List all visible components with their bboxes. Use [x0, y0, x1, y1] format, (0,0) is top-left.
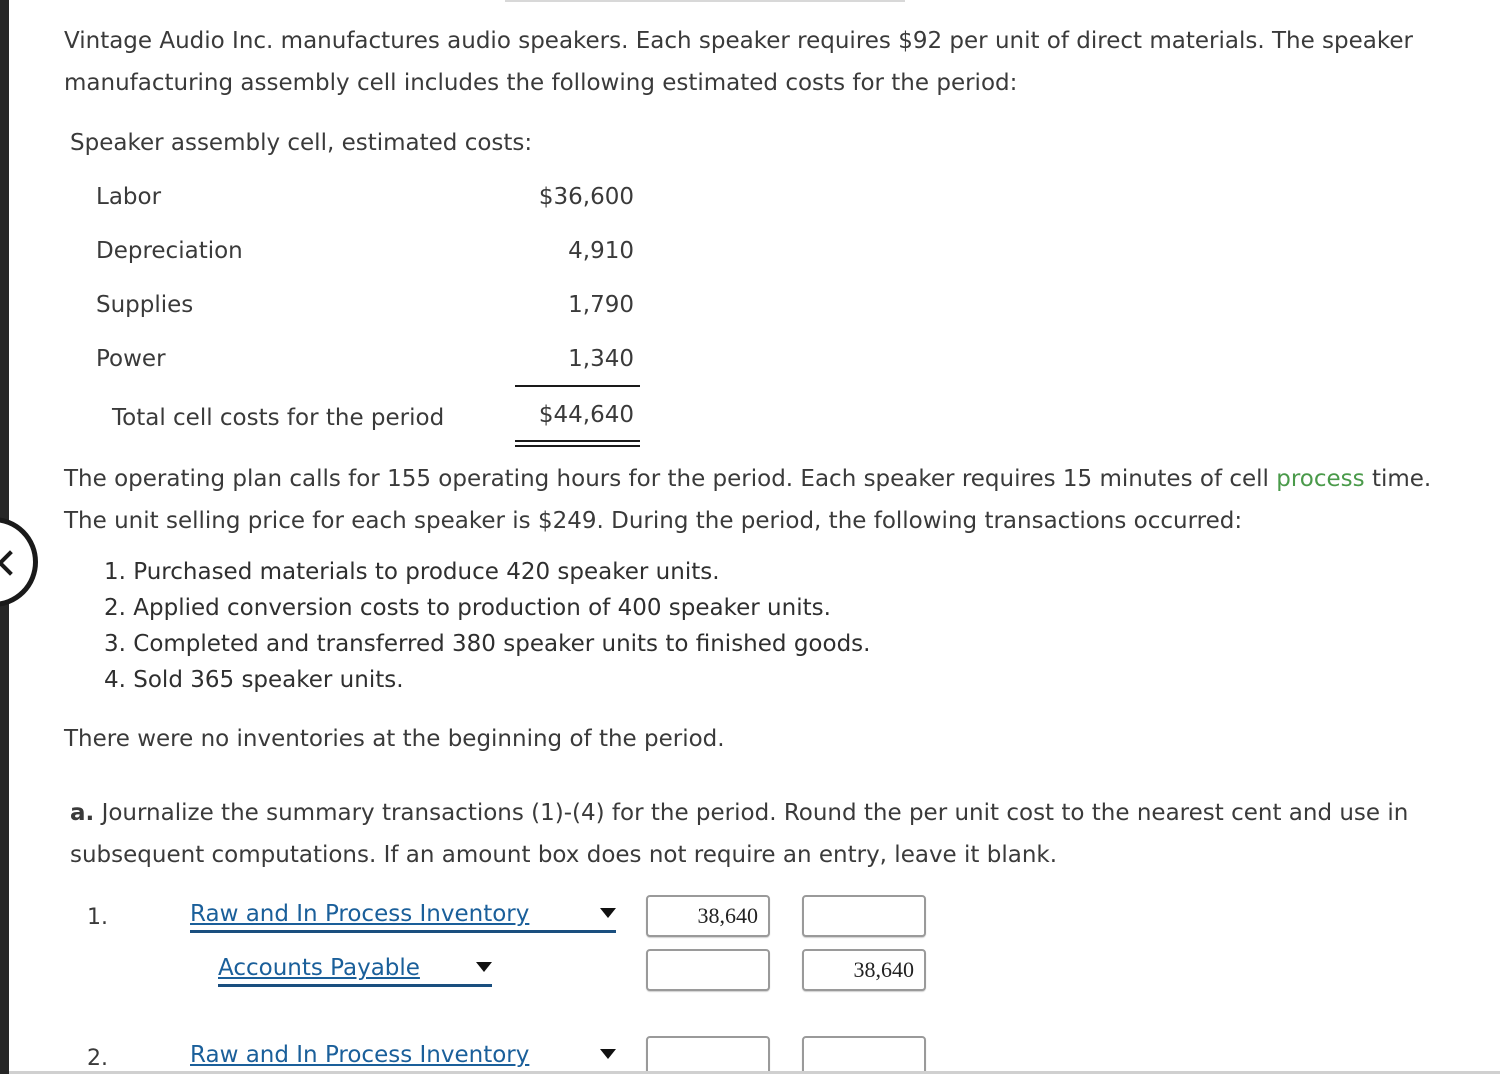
credit-amount-input[interactable]	[802, 1036, 926, 1074]
chevron-down-icon	[600, 1049, 616, 1059]
question-line-1	[70, 792, 1408, 834]
double-rule-bottom	[515, 445, 640, 447]
cost-label: Depreciation	[96, 238, 243, 264]
question-line-2: subsequent computations. If an amount box does not require an entry, leave it blank.	[70, 842, 1058, 868]
previous-button[interactable]	[0, 517, 38, 607]
chevron-down-icon	[476, 962, 492, 972]
cost-table-heading: Speaker assembly cell, estimated costs:	[70, 130, 533, 156]
cost-label: Power	[96, 346, 166, 372]
credit-account-select[interactable]	[218, 954, 492, 987]
transaction-item: 4. Sold 365 speaker units.	[104, 667, 404, 693]
cost-amount: 1,340	[568, 346, 634, 372]
cost-label: Supplies	[96, 292, 194, 318]
double-rule-top	[515, 440, 640, 442]
credit-account-label: Accounts Payable	[218, 955, 420, 981]
transaction-item: 1. Purchased materials to produce 420 speaker units.	[104, 559, 720, 585]
process-link[interactable]: process	[1276, 466, 1365, 492]
debit-amount-input[interactable]	[646, 949, 770, 991]
operating-text: The operating plan calls for 155 operating hours for the period. Each speaker requires 15 minutes of cell	[64, 466, 1277, 492]
chevron-down-icon	[600, 908, 616, 918]
entry-number: 2.	[87, 1046, 108, 1071]
debit-account-select[interactable]	[190, 900, 616, 933]
entry-number: 1.	[87, 905, 108, 930]
no-inventories-note: There were no inventories at the beginning of the period.	[64, 726, 725, 752]
debit-account-label: Raw and In Process Inventory	[190, 901, 530, 927]
subtotal-rule	[515, 385, 640, 387]
transaction-item: 3. Completed and transferred 380 speaker units to finished goods.	[104, 631, 871, 657]
intro-line-2: manufacturing assembly cell includes the following estimated costs for the period:	[64, 70, 1018, 96]
top-divider	[505, 0, 905, 2]
cost-amount: $36,600	[538, 184, 634, 210]
debit-amount-input[interactable]	[646, 1036, 770, 1074]
question-label: a.	[70, 800, 95, 826]
question-text: Journalize the summary transactions (1)-(4) for the period. Round the per unit cost to the nearest cent and use in	[94, 800, 1409, 826]
operating-text-end: time.	[1364, 466, 1432, 492]
operating-line-1	[64, 458, 1431, 500]
debit-account-label: Raw and In Process Inventory	[190, 1042, 530, 1068]
operating-line-2: The unit selling price for each speaker is $249. During the period, the following transactions occurred:	[64, 508, 1243, 534]
total-amount: $44,640	[538, 402, 634, 428]
transaction-item: 2. Applied conversion costs to production of 400 speaker units.	[104, 595, 831, 621]
chevron-left-icon	[0, 550, 23, 575]
debit-account-select[interactable]	[190, 1041, 616, 1074]
cost-label: Labor	[96, 184, 162, 210]
credit-amount-input[interactable]: 38,640	[802, 949, 926, 991]
cost-amount: 1,790	[568, 292, 634, 318]
cost-amount: 4,910	[568, 238, 634, 264]
credit-amount-input[interactable]	[802, 895, 926, 937]
debit-amount-input[interactable]: 38,640	[646, 895, 770, 937]
intro-line-1: Vintage Audio Inc. manufactures audio speakers. Each speaker requires $92 per unit of direct materials. The speaker	[64, 28, 1413, 54]
total-label: Total cell costs for the period	[112, 405, 445, 431]
